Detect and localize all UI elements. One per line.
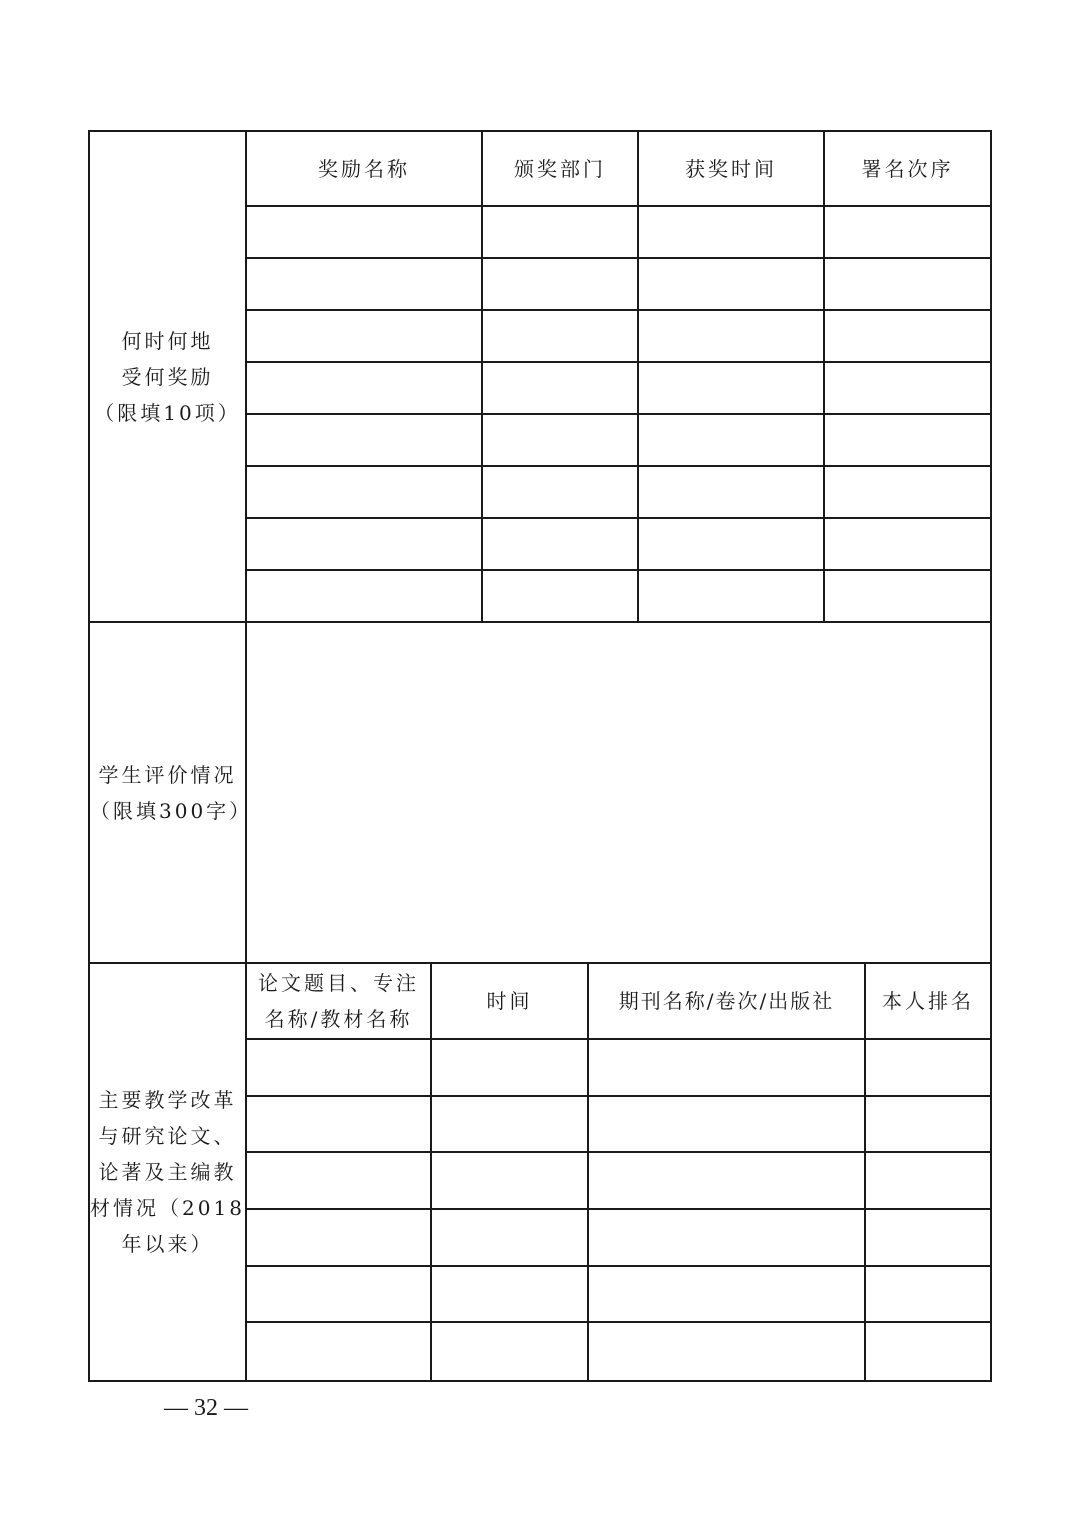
header-signature-order: 署名次序 <box>861 156 954 181</box>
awards-row-line <box>245 309 992 311</box>
header-award-time: 获奖时间 <box>685 156 777 181</box>
publications-row-line <box>245 1265 992 1267</box>
header-publication-time: 时间 <box>486 989 533 1013</box>
awards-header-line <box>245 205 992 207</box>
evaluation-section-label: 学生评价情况 （限填300字） <box>90 762 253 823</box>
header-author-rank: 本人排名 <box>882 989 974 1013</box>
awards-row-line <box>245 517 992 519</box>
publications-row-line <box>245 1321 992 1323</box>
page-number: — 32 — <box>164 1394 248 1421</box>
awards-section-label: 何时何地 受何奖励 （限填10项） <box>94 328 241 425</box>
awards-row-line <box>245 569 992 571</box>
awards-row-line <box>245 257 992 259</box>
header-award-name: 奖励名称 <box>318 156 410 181</box>
header-paper-title: 论文题目、专注 名称/教材名称 <box>258 971 419 1031</box>
publications-row-line <box>245 1095 992 1097</box>
publications-row-line <box>245 1151 992 1153</box>
awards-row-line <box>245 361 992 363</box>
publications-header-line <box>245 1038 992 1040</box>
awards-row-line <box>245 465 992 467</box>
header-journal-name: 期刊名称/卷次/出版社 <box>618 989 835 1013</box>
evaluation-text-area[interactable] <box>247 623 990 962</box>
publications-row-line <box>245 1208 992 1210</box>
awards-row-line <box>245 413 992 415</box>
publications-section-label: 主要教学改革 与研究论文、 论著及主编教 材情况（2018 年以来） <box>90 1088 245 1256</box>
header-award-department: 颁奖部门 <box>514 156 606 181</box>
